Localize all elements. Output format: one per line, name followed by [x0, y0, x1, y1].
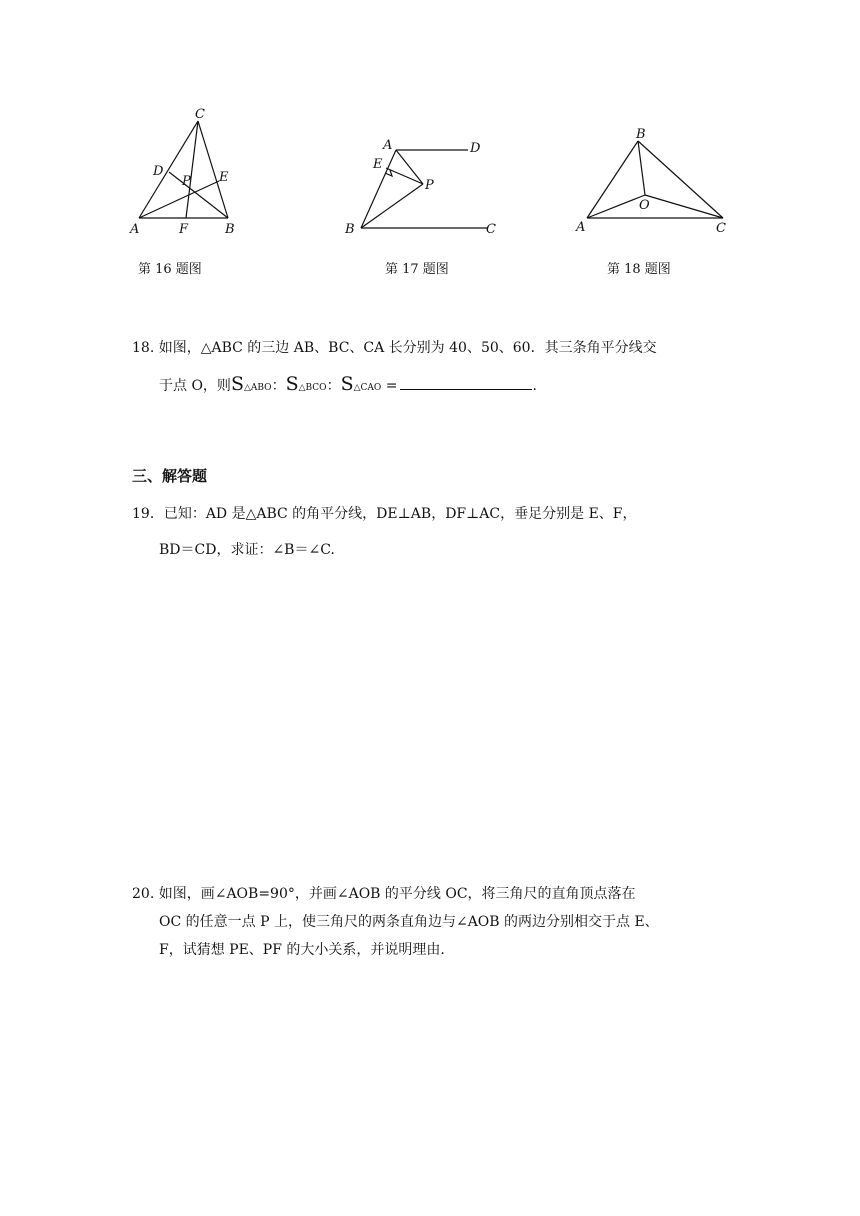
figure-16-caption: 第 16 题图 — [138, 262, 202, 277]
fig16-label-c: C — [195, 107, 205, 122]
q18-colon2: ： — [326, 378, 341, 394]
q19-line2: BD＝CD，求证：∠B＝∠C. — [159, 542, 335, 558]
fig17-label-c: C — [486, 222, 496, 237]
q18-sub3: △CAO — [353, 383, 382, 393]
q18-line1: 18. 如图，△ABC 的三边 AB、BC、CA 长分别为 40、50、60．其三条角平分线交 — [132, 340, 657, 356]
fig16-label-e: E — [219, 170, 229, 185]
fig17-label-b: B — [345, 222, 355, 237]
q18-s1: S — [230, 373, 244, 395]
fig17-label-a: A — [383, 138, 393, 153]
fig16-label-a: A — [130, 222, 140, 237]
fig18-label-o: O — [639, 198, 650, 213]
q18-sub2: △BCO — [298, 383, 327, 393]
figure-17-diagram — [340, 135, 510, 240]
fig16-label-p: P — [182, 174, 191, 189]
section-3-title: 三、解答题 — [132, 467, 208, 485]
figure-18 — [570, 125, 740, 240]
fig16-label-b: B — [225, 222, 235, 237]
fig17-label-d: D — [470, 141, 481, 156]
q18-colon1: ： — [271, 378, 286, 394]
q18-line2 — [159, 374, 537, 398]
fig17-label-p: P — [425, 178, 434, 193]
q20-line3: F，试猜想 PE、PF 的大小关系，并说明理由. — [159, 942, 445, 958]
fig18-label-b: B — [636, 127, 646, 142]
q18-eq: = — [381, 378, 398, 394]
figure-17-caption: 第 17 题图 — [385, 262, 449, 277]
q18-s2: S — [285, 373, 299, 395]
figure-16-diagram — [125, 105, 250, 240]
figure-16 — [125, 105, 250, 240]
q18-answer-blank[interactable] — [400, 374, 532, 390]
figure-17 — [340, 135, 510, 240]
q18-prefix: 于点 O，则 — [159, 378, 231, 394]
q19-line1: 19．已知：AD 是△ABC 的角平分线，DE⊥AB，DF⊥AC，垂足分别是 E、F， — [132, 506, 637, 522]
q18-end: . — [532, 378, 537, 394]
q20-line1: 20. 如图，画∠AOB=90°，并画∠AOB 的平分线 OC，将三角尺的直角顶点落在 — [132, 886, 636, 902]
fig16-label-d: D — [153, 164, 164, 179]
q18-s3: S — [340, 373, 354, 395]
q18-sub1: △ABO — [243, 383, 272, 393]
figure-18-diagram — [570, 125, 740, 240]
fig18-label-c: C — [716, 221, 726, 236]
q20-line2: OC 的任意一点 P 上，使三角尺的两条直角边与∠AOB 的两边分别相交于点 E、 — [159, 914, 659, 930]
figure-18-caption: 第 18 题图 — [607, 262, 671, 277]
fig18-label-a: A — [576, 220, 586, 235]
fig17-label-e: E — [373, 157, 383, 172]
fig16-label-f: F — [179, 222, 189, 237]
